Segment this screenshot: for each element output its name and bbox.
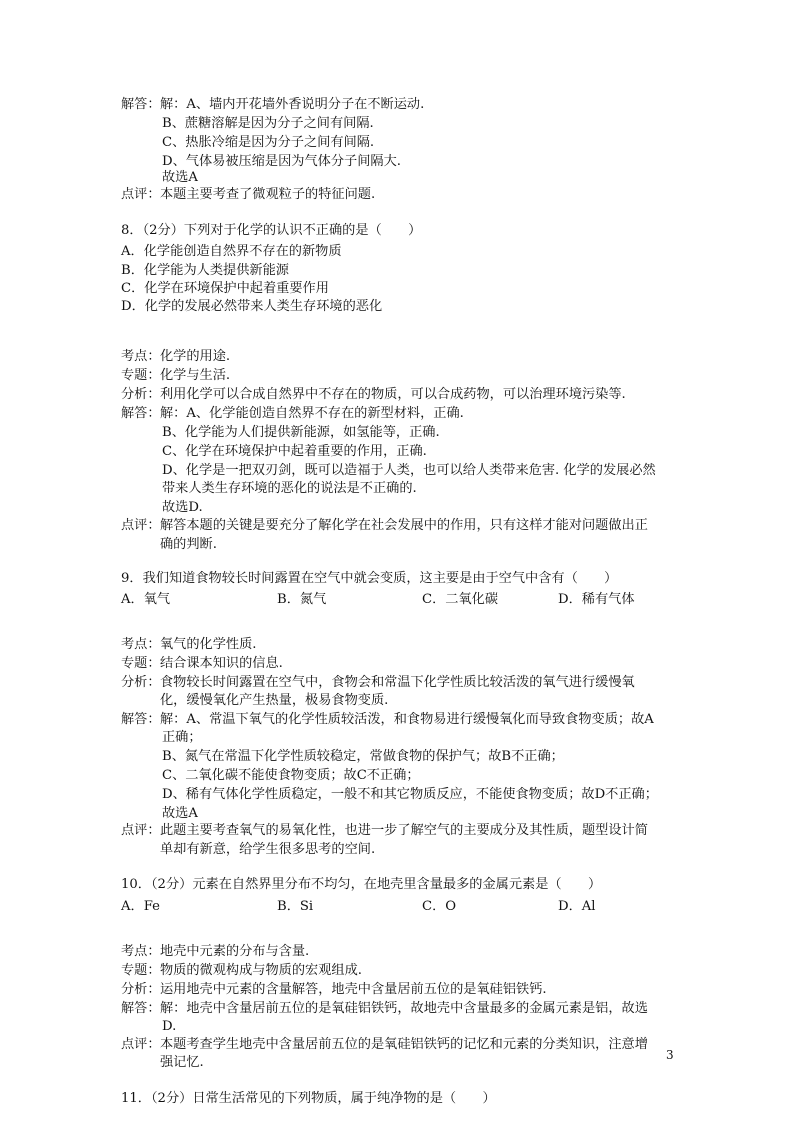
option: A．氧气 <box>121 592 171 607</box>
kaodian-text: 地壳中元素的分布与含量. <box>160 944 310 959</box>
answer-line: B、化学能为人们提供新能源，如氢能等，正确. <box>162 425 440 440</box>
kaodian-text: 化学的用途. <box>160 349 231 364</box>
option: C．化学在环境保护中起着重要作用 <box>121 281 329 296</box>
zhuanti-label: 专题： <box>121 656 161 671</box>
answer-line: 故选A <box>162 170 198 185</box>
comment-text: 本题考查学生地壳中含量居前五位的是氧硅铝铁钙的记忆和元素的分类知识，注意增 <box>160 1037 648 1052</box>
answer-line: D、稀有气体化学性质稳定，一般不和其它物质反应，不能使食物变质；故D不正确； <box>162 787 658 802</box>
question-stem: 11．（2分）日常生活常见的下列物质，属于纯净物的是（ ） <box>121 1091 496 1106</box>
comment-text: 此题主要考查氧气的易氧化性，也进一步了解空气的主要成分及其性质，题型设计简 <box>160 823 648 838</box>
zhuanti-text: 化学与生活. <box>160 368 231 383</box>
answer-line: 正确； <box>162 730 202 745</box>
answer-line: B、氮气在常温下化学性质较稳定，常做食物的保护气；故B不正确； <box>162 749 564 764</box>
kaodian-label: 考点： <box>121 349 161 364</box>
option: C．二氧化碳 <box>422 592 499 607</box>
answer-line: C、热胀冷缩是因为分子之间有间隔. <box>162 135 375 150</box>
fenxi-label: 分析： <box>121 387 161 402</box>
answer-line: 解：A、化学能创造自然界不存在的新型材料，正确. <box>160 406 464 421</box>
answer-line: 带来人类生存环境的恶化的说法是不正确的. <box>162 481 417 496</box>
fenxi-text: 化，缓慢氧化产生热量，极易食物变质. <box>160 693 389 708</box>
fenxi-text: 运用地壳中元素的含量解答，地壳中含量居前五位的是氧硅铝铁钙. <box>160 982 547 997</box>
fenxi-text: 食物较长时间露置在空气中，食物会和常温下化学性质比较活泼的氧气进行缓慢氧 <box>160 675 635 690</box>
answer-line: C、二氧化碳不能使食物变质；故C不正确； <box>162 768 420 783</box>
zhuanti-label: 专题： <box>121 368 161 383</box>
comment-label: 点评： <box>121 1037 161 1052</box>
comment-text: 确的判断. <box>160 537 217 552</box>
answer-line: D、化学是一把双刃剑，既可以造福于人类，也可以给人类带来危害. 化学的发展必然 <box>162 463 656 478</box>
option: A．化学能创造自然界不存在的新物质 <box>121 244 342 259</box>
answer-line: 故选D. <box>162 500 203 515</box>
answer-line: D、气体易被压缩是因为气体分子间隔大. <box>162 154 401 169</box>
answer-line: 解：地壳中含量居前五位的是氧硅铝铁钙，故地壳中含量最多的金属元素是铝，故选 <box>160 1001 648 1016</box>
question-stem: 8．（2分）下列对于化学的认识不正确的是（ ） <box>121 223 422 238</box>
answer-line: 解：A、墙内开花墙外香说明分子在不断运动. <box>160 97 425 112</box>
question-stem: 9．我们知道食物较长时间露置在空气中就会变质，这主要是由于空气中含有（ ） <box>121 571 618 586</box>
answer-label: 解答： <box>121 1001 161 1016</box>
option: D．Al <box>558 899 596 914</box>
answer-label: 解答： <box>121 97 161 112</box>
option: D．稀有气体 <box>558 592 635 607</box>
question-stem: 10．（2分）元素在自然界里分布不均匀，在地壳里含量最多的金属元素是（ ） <box>121 877 602 892</box>
option: B．Si <box>277 899 314 914</box>
answer-label: 解答： <box>121 712 161 727</box>
comment-text: 本题主要考查了微观粒子的特征问题. <box>160 187 376 202</box>
comment-label: 点评： <box>121 187 161 202</box>
page-number: 3 <box>666 1048 674 1062</box>
option: B．化学能为人类提供新能源 <box>121 263 289 278</box>
option: D．化学的发展必然带来人类生存环境的恶化 <box>121 299 383 314</box>
comment-text: 强记忆. <box>160 1055 204 1070</box>
zhuanti-label: 专题： <box>121 963 161 978</box>
option: B．氮气 <box>277 592 327 607</box>
option: A．Fe <box>121 899 160 914</box>
answer-line: D. <box>162 1019 177 1034</box>
fenxi-label: 分析： <box>121 675 161 690</box>
answer-line: C、化学在环境保护中起着重要的作用，正确. <box>162 444 427 459</box>
fenxi-label: 分析： <box>121 982 161 997</box>
zhuanti-text: 物质的微观构成与物质的宏观组成. <box>160 963 363 978</box>
kaodian-text: 氧气的化学性质. <box>160 637 257 652</box>
answer-line: 故选A <box>162 806 198 821</box>
answer-line: 解：A、常温下氧气的化学性质较活泼，和食物易进行缓慢氧化而导致食物变质；故A <box>160 712 654 727</box>
kaodian-label: 考点： <box>121 944 161 959</box>
comment-label: 点评： <box>121 823 161 838</box>
zhuanti-text: 结合课本知识的信息. <box>160 656 283 671</box>
fenxi-text: 利用化学可以合成自然界中不存在的物质，可以合成药物，可以治理环境污染等. <box>160 387 626 402</box>
comment-text: 解答本题的关键是要充分了解化学在社会发展中的作用，只有这样才能对问题做出正 <box>160 518 648 533</box>
comment-text: 单却有新意，给学生很多思考的空间. <box>160 842 376 857</box>
kaodian-label: 考点： <box>121 637 161 652</box>
answer-line: B、蔗糖溶解是因为分子之间有间隔. <box>162 116 374 131</box>
comment-label: 点评： <box>121 518 161 533</box>
answer-label: 解答： <box>121 406 161 421</box>
option: C．O <box>422 899 457 914</box>
